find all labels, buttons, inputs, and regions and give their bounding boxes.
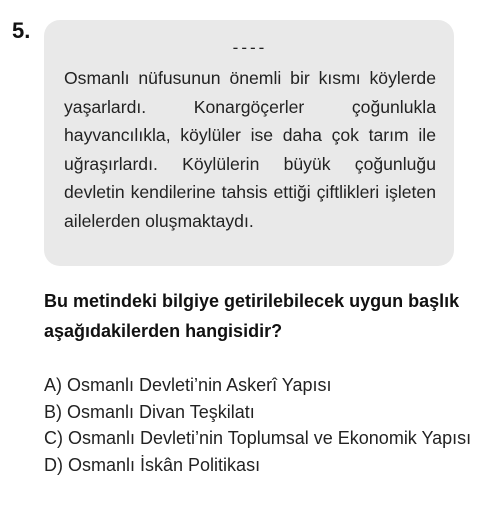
option-b-letter: B) [44,401,68,422]
option-c-text: Osmanlı Devleti’nin Toplumsal ve Ekonomik Yapısı [68,428,472,448]
answer-options [44,372,484,478]
option-a-text: Osmanlı Devleti’nin Askerî Yapısı [67,375,332,395]
option-b-text: Osmanlı Divan Teşkilatı [67,401,255,422]
option-d-text: Osmanlı İskân Politikası [68,454,261,475]
passage-box [44,20,454,266]
option-d-letter: D) [44,454,68,475]
option-a[interactable] [44,372,484,399]
option-a-letter: A) [44,375,68,395]
option-c[interactable] [44,425,484,452]
passage-blank-dashes: ---- [232,38,268,57]
question-number: 5. [12,18,31,43]
option-d[interactable] [44,452,484,479]
question-stem: Bu metindeki bilgiye getirilebilecek uygun başlık aşağıdakilerden hangisidir? [44,291,460,341]
passage-text: Osmanlı nüfusunun önemli bir kısmı köylerde yaşarlardı. Konargöçerler çoğunlukla hayvancılıkla, köylüler ise daha çok tarım ile uğraşırlardı. Köylülerin büyük çoğunluğu devletin kendilerine tahsis ettiği çiftlikleri işleten ailelerden oluşmaktaydı. [64,68,436,231]
option-c-letter: C) [44,428,68,448]
option-b[interactable] [44,399,484,426]
